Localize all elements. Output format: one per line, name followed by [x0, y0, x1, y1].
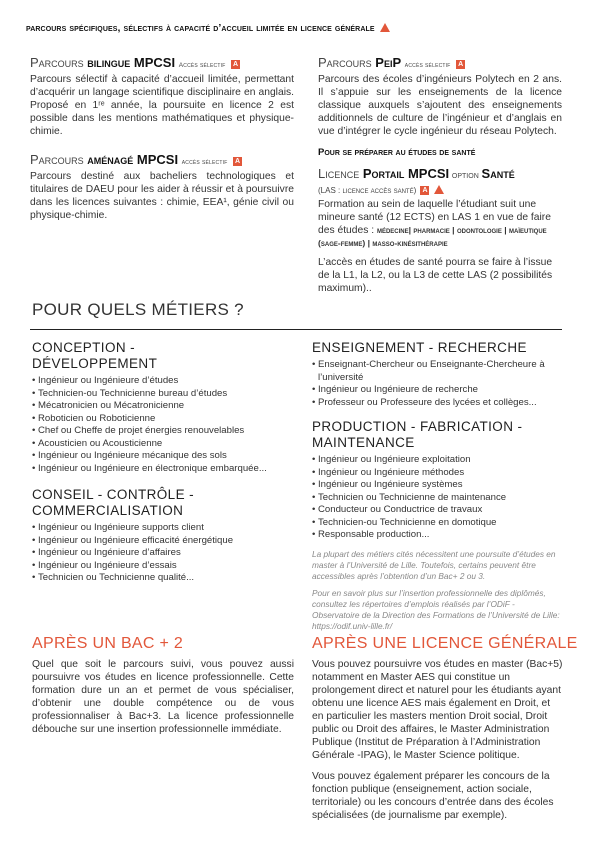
- job-item: • Enseignant-Chercheur ou Enseignante-Chercheure à l’université: [312, 359, 564, 384]
- job-list: [312, 454, 564, 542]
- parcours-prefix: Parcours: [30, 55, 88, 70]
- apres-licence-text-1: Vous pouvez poursuivre vos études en master (Bac+5) notamment en Master AES qui constitue un prolongement direct et naturel pour les étudiants ayant obtenu une licence AES mais également en Droit, et en particulier les masters mention Droit social, Droit public ou Droit des affaires, le Master Administration Publique (Institut de Préparation à l’Administration Générale -IPAG), le Master Science politique.: [312, 659, 563, 761]
- parcours-name: PeiP: [375, 55, 402, 70]
- sante-text-1-body: Formation au sein de laquelle l’étudiant suit une mineure santé (12 ECTS) en LAS 1 en vue de faire des études :: [318, 199, 551, 236]
- las-line: [318, 184, 562, 195]
- job-list: [312, 359, 564, 409]
- job-item: • Ingénieur ou Ingénieure d’affaires: [32, 547, 292, 560]
- parcours-prefix: Parcours: [30, 152, 88, 167]
- parcours-amenage-title: [30, 152, 294, 167]
- metier-category: [312, 340, 564, 409]
- job-item: • Ingénieur ou Ingénieure en électronique embarquée...: [32, 463, 292, 476]
- sante-text-2: L’accès en études de santé pourra se faire à l’issue de la L1, la L2, ou la L3 de cette LAS (2 possibilités maximum)..: [318, 257, 553, 294]
- apres-licence-section: [312, 635, 578, 822]
- job-item: • Ingénieur ou Ingénieure efficacité énergétique: [32, 535, 292, 548]
- metier-category-title: PRODUCTION - FABRICATION - MAINTENANCE: [312, 419, 523, 450]
- metier-category-title: CONSEIL - CONTRÔLE - COMMERCIALISATION: [32, 487, 195, 518]
- metiers-title: POUR QUELS MÉTIERS ?: [32, 300, 244, 319]
- parcours-prefix: Parcours: [318, 55, 376, 70]
- parcours-peip-text: Parcours des écoles d’ingénieurs Polytech en 2 ans. Il s’appuie sur les enseignements de la licence classique auxquels s’ajoutent des enseignements additionnels de culture de l’ingénieur et d’anglais en vue d’intégrer le cycle ingénieur du réseau Polytech.: [318, 74, 562, 137]
- parcours-tag: accès sélectif: [404, 62, 451, 69]
- job-item: • Technicien ou Technicienne de maintenance: [312, 492, 564, 505]
- warning-icon: [380, 23, 390, 32]
- apres-bac-title: APRÈS UN BAC + 2: [32, 635, 184, 652]
- licence-option: option: [449, 170, 482, 181]
- selective-access-icon: A: [422, 187, 428, 194]
- parcours-name: aménagé MPCSI: [87, 152, 179, 167]
- job-item: • Ingénieur ou Ingénieure systèmes: [312, 479, 564, 492]
- job-item: • Responsable production...: [312, 529, 564, 542]
- parcours-amenage-text: Parcours destiné aux bacheliers technologiques et titulaires de DAEU pour les aider à réussir et à poursuivre dans les licences suivantes : chimie, EEA¹, génie civil ou physique-chimie.: [30, 171, 294, 221]
- job-item: • Chef ou Cheffe de projet énergies renouvelables: [32, 425, 292, 438]
- job-list: [32, 522, 292, 585]
- job-item: • Ingénieur ou Ingénieure supports client: [32, 522, 292, 535]
- warning-icon: [434, 185, 444, 194]
- job-item: • Conducteur ou Conductrice de travaux: [312, 504, 564, 517]
- job-item: • Technicien ou Technicienne qualité...: [32, 572, 292, 585]
- metiers-left-column: [32, 340, 292, 585]
- las-label: (LAS : licence accès santé): [318, 186, 417, 195]
- metier-category: [32, 487, 292, 585]
- metier-category-title: ENSEIGNEMENT - RECHERCHE: [312, 340, 527, 355]
- licence-portail: Portail MPCSI: [362, 166, 450, 181]
- note-poursuite: La plupart des métiers cités nécessitent une poursuite d’études en master à l’Université de Lille. Toutefois, certains peuvent être accessibles après l’obtention d’un Bac+ 2 ou 3.: [312, 548, 556, 581]
- apres-bac-text: Quel que soit le parcours suivi, vous pouvez aussi poursuivre vos études en licence professionnelle. Cette formation dure un an et permet de vous spécialiser, d’obtenir une double compétence ou de vous professionnaliser à Bac+3. La licence professionnelle débouche sur une insertion professionnelle immédiate.: [32, 659, 294, 735]
- selective-access-icon: A: [233, 61, 239, 68]
- job-list: [32, 375, 292, 475]
- job-item: • Professeur ou Professeure des lycées et collèges...: [312, 397, 564, 410]
- parcours-peip-title: [318, 55, 562, 70]
- job-item: • Mécatronicien ou Mécatronicienne: [32, 400, 292, 413]
- note-odif: Pour en savoir plus sur l’insertion professionnelle des diplômés, consultez les répertoires d’emplois réalisés par l’ODiF - Observatoire de la Direction des Formations de l’Université de Lille: https://odif.univ-lille.fr/: [312, 587, 560, 631]
- job-item: • Technicien-ou Technicienne en domotique: [312, 517, 564, 530]
- right-parcours-column: [318, 55, 562, 295]
- apres-licence-text-2: Vous pouvez également préparer les concours de la fonction publique (enseignement, action sociale, territoriale) ou les concours d’entrée dans des écoles spécialisées (de journalisme par exemple).: [312, 771, 554, 821]
- metier-category: [32, 340, 292, 475]
- divider: [30, 329, 562, 330]
- job-item: • Ingénieur ou Ingénieure d’études: [32, 375, 292, 388]
- parcours-tag: accès sélectif: [181, 159, 228, 166]
- selective-access-icon: A: [235, 158, 241, 165]
- job-item: • Ingénieur ou Ingénieure exploitation: [312, 454, 564, 467]
- job-item: • Ingénieur ou Ingénieure méthodes: [312, 467, 564, 480]
- apres-bac-section: [32, 635, 294, 736]
- sante-heading: Pour se préparer au études de santé: [318, 147, 476, 158]
- parcours-amenage: [30, 152, 294, 222]
- metier-category-title: CONCEPTION - DÉVELOPPEMENT: [32, 340, 158, 371]
- job-item: • Technicien-ou Technicienne bureau d’études: [32, 388, 292, 401]
- selective-access-icon: A: [458, 61, 464, 68]
- metiers-right-column: [312, 340, 564, 632]
- parcours-bilingue-text: Parcours sélectif à capacité d’accueil limitée, permettant d’acquérir un langage scientifique disciplinaire en anglais. Proposé en 1ʳᵉ année, la poursuite en licence 2 est possible dans les mentions mathématiques et physique-chimie.: [30, 74, 294, 137]
- parcours-tag: Accès sélectif: [178, 62, 226, 69]
- apres-licence-title: APRÈS UNE LICENCE GÉNÉRALE: [312, 635, 578, 652]
- parcours-name: bilingue MPCSI: [87, 55, 176, 70]
- parcours-bilingue: [30, 55, 294, 138]
- job-item: • Ingénieur ou Ingénieure de recherche: [312, 384, 564, 397]
- job-item: • Acousticien ou Acousticienne: [32, 438, 292, 451]
- sante-text-1: [318, 198, 562, 250]
- job-item: • Ingénieur ou Ingénieure mécanique des sols: [32, 450, 292, 463]
- parcours-bilingue-title: [30, 55, 294, 70]
- metier-category: [312, 419, 564, 542]
- banner-text: parcours spécifiques, sélectifs à capacité d’accueil limitée en licence générale: [26, 22, 375, 34]
- licence-sante-title: [318, 166, 562, 181]
- licence-sante: Santé: [481, 166, 515, 181]
- banner: [26, 22, 390, 34]
- sante-text-1-bold: médecine| pharmacie | odontologie | maïeutique (sage-femme) | masso-kinésithérapie: [318, 225, 547, 248]
- job-item: • Roboticien ou Roboticienne: [32, 413, 292, 426]
- left-parcours-column: [30, 55, 294, 222]
- job-item: • Ingénieur ou Ingénieure d’essais: [32, 560, 292, 573]
- licence-prefix: Licence: [318, 166, 363, 181]
